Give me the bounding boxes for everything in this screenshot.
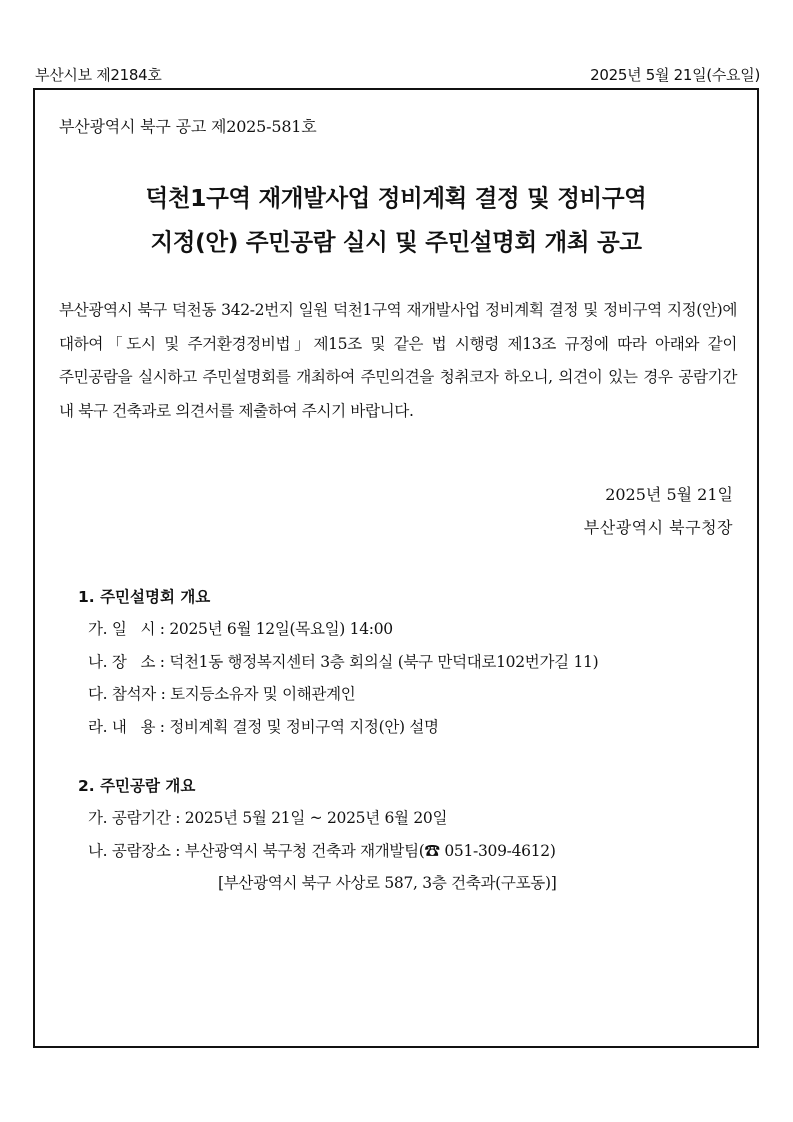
section-briefing-title: 1. 주민설명회 개요	[78, 588, 211, 606]
notice-title	[35, 176, 757, 264]
section-inspection-title: 2. 주민공람 개요	[78, 777, 196, 795]
inspection-row-period	[78, 802, 556, 835]
section-inspection	[78, 770, 556, 899]
briefing-row-attendees	[78, 678, 598, 711]
row-text: 나. 공람장소 : 부산광역시 북구청 건축과 재개발팀(☎ 051-309-4612)	[88, 841, 556, 860]
notice-number: 부산광역시 북구 공고 제2025-581호	[59, 117, 317, 136]
notice-date: 2025년 5월 21일	[605, 485, 733, 504]
notice-frame	[33, 88, 759, 1048]
inspection-address: [부산광역시 북구 사상로 587, 3층 건축과(구포동)]	[218, 874, 557, 892]
row-text: 가. 일 시 : 2025년 6월 12일(목요일) 14:00	[88, 620, 393, 638]
briefing-row-content	[78, 711, 598, 744]
row-text: 라. 내 용 : 정비계획 결정 및 정비구역 지정(안) 설명	[88, 717, 439, 736]
gazette-date: 2025년 5월 21일(수요일)	[590, 66, 760, 84]
title-line-1: 덕천1구역 재개발사업 정비계획 결정 및 정비구역	[145, 184, 647, 212]
row-text: 가. 공람기간 : 2025년 5월 21일 ~ 2025년 6월 20일	[88, 809, 448, 827]
briefing-row-place	[78, 646, 598, 679]
notice-body: 부산광역시 북구 덕천동 342-2번지 일원 덕천1구역 재개발사업 정비계획 결정 및 정비구역 지정(안)에 대하여「도시 및 주거환경정비법」제15조 및 같은 법 시행령 제13조 규정에 따라 아래와 같이 주민공람을 실시하고 주민설명회를 개최하여 주민의견을 청취코자 하오니, 의견이 있는 경우 공람기간 내 북구 건축과로 의견서를 제출하여 주시기 바랍니다.	[59, 301, 737, 420]
inspection-row-place	[78, 835, 556, 868]
title-line-2: 지정(안) 주민공람 실시 및 주민설명회 개최 공고	[150, 228, 642, 256]
gazette-issue: 부산시보 제2184호	[35, 66, 162, 84]
row-text: 다. 참석자 : 토지등소유자 및 이해관계인	[88, 685, 356, 703]
notice-signer: 부산광역시 북구청장	[583, 518, 733, 537]
briefing-row-datetime	[78, 613, 598, 646]
row-text: 나. 장 소 : 덕천1동 행정복지센터 3층 회의실 (북구 만덕대로102번가길 11)	[88, 652, 599, 671]
section-briefing	[78, 581, 598, 743]
